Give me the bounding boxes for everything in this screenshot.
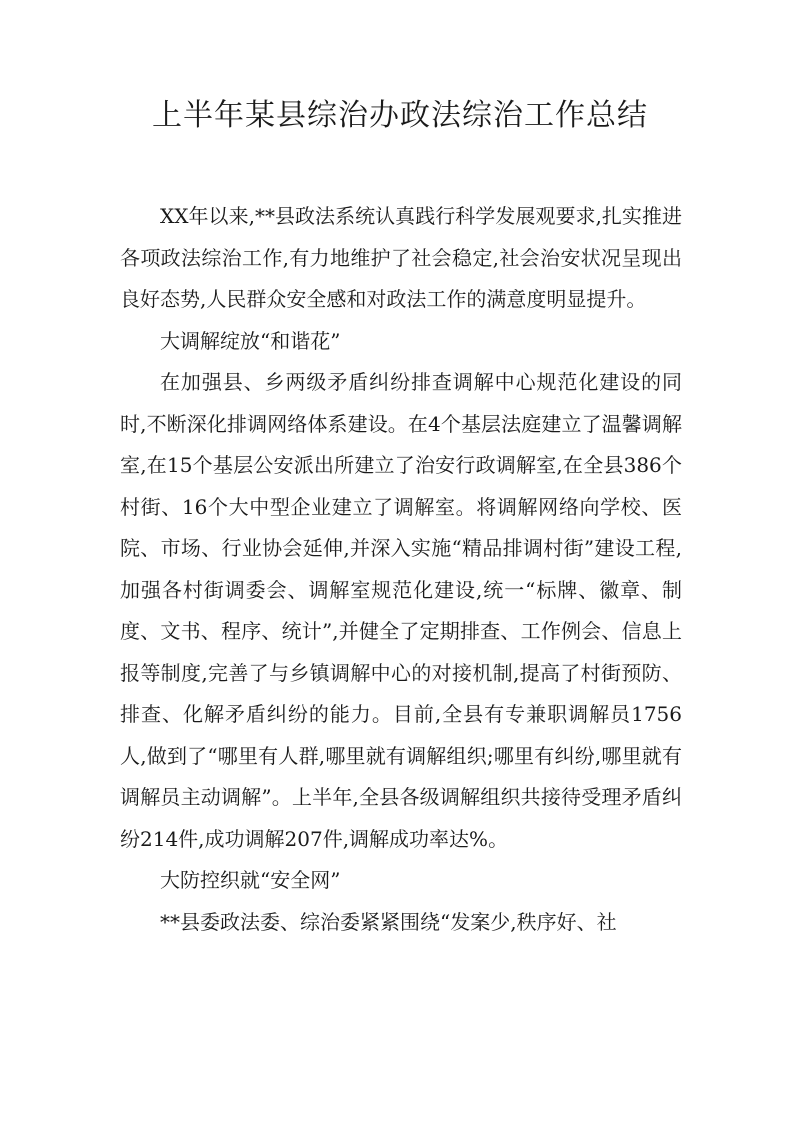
document-body: [120, 196, 682, 943]
section-heading-mediation: 大调解绽放“和谐花”: [160, 328, 341, 353]
mediation-paragraph: 在加强县、乡两级矛盾纠纷排查调解中心规范化建设的同时,不断深化排调网络体系建设。在4个基层法庭建立了温馨调解室,在15个基层公安派出所建立了治安行政调解室,在全县386个村街、16个大中型企业建立了调解室。将调解网络向学校、医院、市场、行业协会延伸,并深入实施“精品排调村街”建设工程,加强各村街调委会、调解室规范化建设,统一“标牌、徽章、制度、文书、程序、统计”,并健全了定期排查、工作例会、信息上报等制度,完善了与乡镇调解中心的对接机制,提高了村街预防、排查、化解矛盾纠纷的能力。目前,全县有专兼职调解员1756人,做到了“哪里有人群,哪里就有调解组织;哪里有纠纷,哪里就有调解员主动调解”。上半年,全县各级调解组织共接待受理矛盾纠纷214件,成功调解207件,调解成功率达%。: [120, 370, 682, 851]
safety-net-paragraph: **县委政法委、综治委紧紧围绕“发案少,秩序好、社: [160, 909, 617, 934]
intro-paragraph: XX年以来,**县政法系统认真践行科学发展观要求,扎实推进各项政法综治工作,有力地维护了社会稳定,社会治安状况呈现出良好态势,人民群众安全感和对政法工作的满意度明显提升。: [120, 204, 682, 311]
document-title: 上半年某县综治办政法综治工作总结: [152, 98, 648, 133]
section-heading-safety-net: 大防控织就“安全网”: [160, 868, 341, 892]
